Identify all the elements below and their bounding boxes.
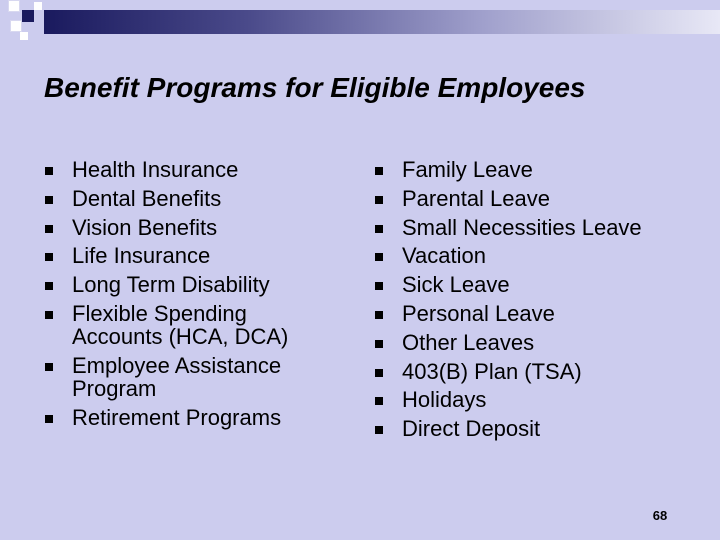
list-item xyxy=(44,187,334,210)
list-item-label: Long Term Disability xyxy=(72,272,270,298)
list-item xyxy=(374,158,704,181)
square-bullet-icon xyxy=(375,225,383,233)
square-bullet-icon xyxy=(375,311,383,319)
list-item-label: 403(B) Plan (TSA) xyxy=(402,358,582,384)
list-item-label: Vision Benefits xyxy=(72,214,218,240)
list-item xyxy=(374,273,704,296)
page-number: 68 xyxy=(652,508,668,523)
list-item xyxy=(374,360,704,383)
square-bullet-icon xyxy=(45,196,53,204)
square-bullet-icon xyxy=(375,340,383,348)
square-bullet-icon xyxy=(45,167,53,175)
square-bullet-icon xyxy=(45,311,53,319)
list-item-label: Sick Leave xyxy=(402,272,510,298)
square-bullet-icon xyxy=(45,225,53,233)
list-item xyxy=(44,354,334,400)
list-item xyxy=(374,302,704,325)
list-item-label: Vacation xyxy=(402,243,486,269)
slide-title: Benefit Programs for Eligible Employees xyxy=(44,72,586,103)
square-bullet-icon xyxy=(45,415,53,423)
square-bullet-icon xyxy=(45,363,53,371)
list-item-label: Other Leaves xyxy=(402,329,535,355)
right-benefit-list xyxy=(374,158,704,446)
decor-square xyxy=(10,20,22,32)
list-item xyxy=(44,216,334,239)
square-bullet-icon xyxy=(375,196,383,204)
list-item-label: Personal Leave xyxy=(402,300,555,326)
square-bullet-icon xyxy=(375,397,383,405)
list-item xyxy=(44,158,334,181)
decor-square xyxy=(20,32,28,40)
square-bullet-icon xyxy=(375,426,383,434)
list-item-label: Employee Assistance Program xyxy=(72,352,282,401)
list-item-label: Direct Deposit xyxy=(402,416,541,442)
list-item-label: Holidays xyxy=(402,387,487,413)
square-bullet-icon xyxy=(375,369,383,377)
list-item-label: Family Leave xyxy=(402,157,533,182)
square-bullet-icon xyxy=(375,167,383,175)
list-item-label: Retirement Programs xyxy=(72,404,282,430)
left-benefit-list xyxy=(44,158,334,434)
list-item xyxy=(374,216,704,239)
list-item xyxy=(374,417,704,440)
list-item xyxy=(44,273,334,296)
list-item-label: Life Insurance xyxy=(72,243,211,269)
list-item-label: Health Insurance xyxy=(72,157,239,182)
list-item xyxy=(44,406,334,429)
list-item xyxy=(374,244,704,267)
list-item xyxy=(374,388,704,411)
list-item-label: Parental Leave xyxy=(402,185,550,211)
square-bullet-icon xyxy=(45,282,53,290)
decor-square xyxy=(8,0,20,12)
header-gradient-bar xyxy=(44,10,720,34)
square-bullet-icon xyxy=(45,253,53,261)
list-item-label: Dental Benefits xyxy=(72,185,222,211)
square-bullet-icon xyxy=(375,282,383,290)
list-item-label: Flexible Spending Accounts (HCA, DCA) xyxy=(72,300,289,349)
list-item xyxy=(44,302,334,348)
list-item-label: Small Necessities Leave xyxy=(402,214,642,240)
square-bullet-icon xyxy=(375,253,383,261)
decor-square xyxy=(22,10,34,22)
list-item xyxy=(374,331,704,354)
decor-square xyxy=(34,2,42,10)
list-item xyxy=(374,187,704,210)
list-item xyxy=(44,244,334,267)
